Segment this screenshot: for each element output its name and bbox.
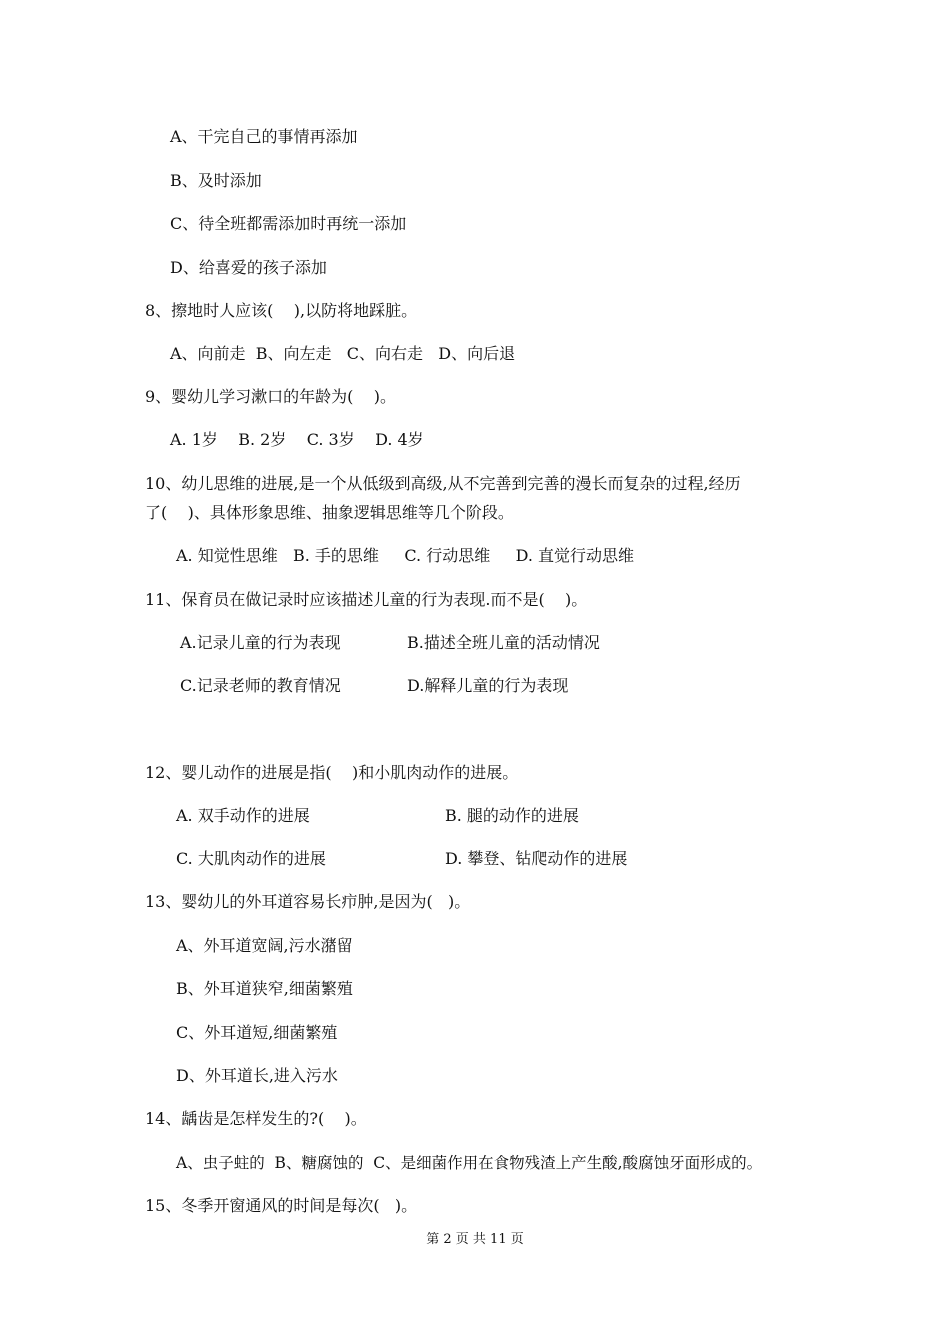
q11-option-d: D.解释儿童的行为表现: [407, 676, 569, 695]
q7-option-a: A、干完自己的事情再添加: [170, 127, 358, 146]
q12-stem: 12、婴儿动作的进展是指( )和小肌肉动作的进展。: [145, 763, 519, 782]
q10-stem-line2: 了( )、具体形象思维、抽象逻辑思维等几个阶段。: [145, 503, 514, 522]
q10-stem-line1: 10、幼儿思维的进展,是一个从低级到高级,从不完善到完善的漫长而复杂的过程,经历: [145, 474, 741, 493]
q7-option-b: B、及时添加: [170, 171, 262, 190]
q12-option-a: A. 双手动作的进展: [176, 806, 310, 825]
q15-stem: 15、冬季开窗通风的时间是每次( )。: [145, 1196, 418, 1215]
q13-stem: 13、婴幼儿的外耳道容易长疖肿,是因为( )。: [145, 892, 471, 911]
q14-options: A、虫子蛀的 B、糖腐蚀的 C、是细菌作用在食物残渣上产生酸,酸腐蚀牙面形成的。: [176, 1154, 763, 1172]
q12-option-c: C. 大肌肉动作的进展: [176, 849, 326, 868]
q9-options: A. 1岁 B. 2岁 C. 3岁 D. 4岁: [170, 430, 424, 449]
q11-option-c: C.记录老师的教育情况: [180, 676, 341, 695]
q11-option-b: B.描述全班儿童的活动情况: [407, 633, 600, 652]
q13-option-d: D、外耳道长,进入污水: [176, 1066, 338, 1085]
q13-option-a: A、外耳道宽阔,污水潴留: [176, 936, 353, 955]
q12-option-b: B. 腿的动作的进展: [445, 806, 579, 825]
q8-stem: 8、擦地时人应该( ),以防将地踩脏。: [145, 301, 418, 320]
q12-option-d: D. 攀登、钻爬动作的进展: [445, 849, 628, 868]
q10-options: A. 知觉性思维 B. 手的思维 C. 行动思维 D. 直觉行动思维: [176, 546, 635, 565]
q13-option-b: B、外耳道狭窄,细菌繁殖: [176, 979, 353, 998]
q8-options: A、向前走 B、向左走 C、向右走 D、向后退: [170, 344, 516, 363]
q7-option-d: D、给喜爱的孩子添加: [170, 258, 327, 277]
q14-stem: 14、龋齿是怎样发生的?( )。: [145, 1109, 367, 1128]
q11-stem: 11、保育员在做记录时应该描述儿童的行为表现.而不是( )。: [145, 590, 588, 609]
q13-option-c: C、外耳道短,细菌繁殖: [176, 1023, 338, 1042]
q9-stem: 9、婴幼儿学习漱口的年龄为( )。: [145, 387, 397, 406]
q7-option-c: C、待全班都需添加时再统一添加: [170, 214, 407, 233]
q11-option-a: A.记录儿童的行为表现: [180, 633, 341, 652]
page-number-footer: 第 2 页 共 11 页: [426, 1232, 524, 1247]
